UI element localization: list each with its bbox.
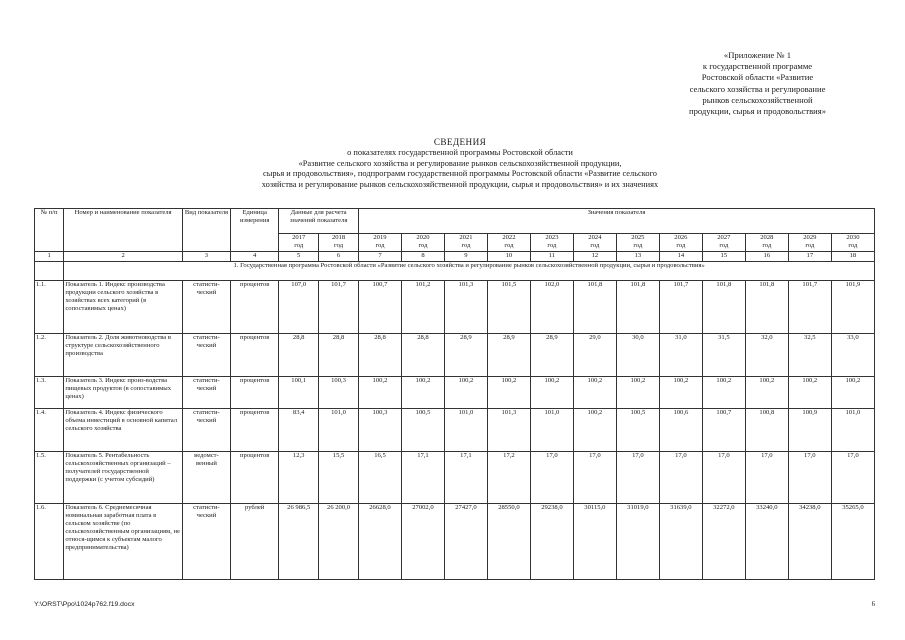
year-unit: год <box>461 242 471 250</box>
year-label: 2020 <box>416 234 430 241</box>
document-title <box>170 137 750 191</box>
value-cell: 17,2 <box>487 452 530 504</box>
year-label: 2028 <box>760 234 774 241</box>
indicator-name: Показатель 1. Индекс производства продукции сельского хозяйства в хозяйствах всех категорий (в сопоставимых ценах) <box>64 281 182 334</box>
value-cell: 17,0 <box>616 452 659 504</box>
value-cell: 17,0 <box>702 452 745 504</box>
value-cell: 31639,0 <box>659 504 702 580</box>
value-cell: 100,8 <box>745 409 788 452</box>
indicator-type: статисти-ческий <box>182 281 230 334</box>
value-cell: 100,2 <box>487 377 530 409</box>
value-cell: 101,7 <box>788 281 831 334</box>
file-path: Y:\ORST\Ppo\1024p762.f19.docx <box>34 601 135 608</box>
year-unit: год <box>334 242 344 250</box>
year-unit: год <box>504 242 514 250</box>
value-cell: 31,0 <box>659 334 702 377</box>
value-cell: 17,0 <box>659 452 702 504</box>
header-num: № п/п <box>35 209 64 252</box>
value-cell: 101,2 <box>401 281 444 334</box>
value-cell: 100,2 <box>573 377 616 409</box>
value-cell: 100,2 <box>745 377 788 409</box>
indicator-name: Показатель 4. Индекс физического объема инвестиций в основной капитал сельского хозяйства <box>64 409 182 452</box>
header-name: Номер и наименование показателя <box>64 209 182 252</box>
value-cell: 101,8 <box>745 281 788 334</box>
value-cell: 100,3 <box>358 409 401 452</box>
value-cell: 101,0 <box>444 409 487 452</box>
year-label: 2022 <box>502 234 516 241</box>
value-cell: 100,3 <box>319 377 359 409</box>
value-cell: 100,2 <box>702 377 745 409</box>
value-cell: 33240,0 <box>745 504 788 580</box>
value-cell: 17,0 <box>831 452 874 504</box>
value-cell: 100,1 <box>279 377 319 409</box>
indicator-unit: рублей <box>231 504 279 580</box>
column-number: 12 <box>573 252 616 262</box>
value-cell: 27427,0 <box>444 504 487 580</box>
year-cell <box>444 234 487 252</box>
indicator-unit: процентов <box>231 334 279 377</box>
section-empty-cell <box>35 262 64 281</box>
row-number: 1.5. <box>35 452 64 504</box>
row-number: 1.2. <box>35 334 64 377</box>
year-label: 2018 <box>331 234 346 241</box>
value-cell: 17,0 <box>573 452 616 504</box>
table-row <box>35 452 875 504</box>
indicator-type: статисти-ческий <box>182 377 230 409</box>
value-cell: 100,2 <box>788 377 831 409</box>
year-unit: год <box>805 242 815 250</box>
header-unit: Единица измерения <box>231 209 279 252</box>
value-cell: 30,0 <box>616 334 659 377</box>
column-number: 14 <box>659 252 702 262</box>
year-unit: год <box>294 242 304 250</box>
year-cell <box>616 234 659 252</box>
value-cell: 100,2 <box>401 377 444 409</box>
value-cell: 100,7 <box>702 409 745 452</box>
value-cell: 101,0 <box>319 409 359 452</box>
indicator-name: Показатель 2. Доля животноводства в структуре сельскохозяйственного производства <box>64 334 182 377</box>
year-cell <box>279 234 319 252</box>
appendix-block <box>630 50 885 117</box>
column-number: 16 <box>745 252 788 262</box>
value-cell: 101,5 <box>487 281 530 334</box>
value-cell: 100,2 <box>659 377 702 409</box>
year-cell <box>530 234 573 252</box>
column-number: 15 <box>702 252 745 262</box>
year-unit: год <box>762 242 772 250</box>
section-title: 1. Государственная программа Ростовской области «Развитие сельского хозяйства и регулирование рынков сельскохозяйственной продукции, сырья и продовольствия» <box>64 262 875 281</box>
year-label: 2025 <box>631 234 645 241</box>
value-cell: 101,3 <box>444 281 487 334</box>
value-cell: 100,5 <box>616 409 659 452</box>
indicator-name: Показатель 5. Рентабельность сельскохозяйственных организаций – получателей государственной поддержки (с учетом субсидий) <box>64 452 182 504</box>
column-number: 4 <box>231 252 279 262</box>
value-cell: 100,6 <box>659 409 702 452</box>
column-number: 6 <box>319 252 359 262</box>
indicator-type: ведомст-венный <box>182 452 230 504</box>
year-label: 2030 <box>846 234 860 241</box>
value-cell: 100,5 <box>401 409 444 452</box>
value-cell: 26 986,5 <box>279 504 319 580</box>
indicator-unit: процентов <box>231 452 279 504</box>
column-number: 13 <box>616 252 659 262</box>
value-cell: 32272,0 <box>702 504 745 580</box>
value-cell: 28,9 <box>530 334 573 377</box>
value-cell: 100,2 <box>616 377 659 409</box>
year-unit: год <box>590 242 600 250</box>
indicator-unit: процентов <box>231 409 279 452</box>
value-cell: 26 200,0 <box>319 504 359 580</box>
year-label: 2026 <box>674 234 688 241</box>
table-row <box>35 409 875 452</box>
value-cell: 102,0 <box>530 281 573 334</box>
value-cell: 17,0 <box>788 452 831 504</box>
table-row <box>35 281 875 334</box>
indicator-type: статисти-ческий <box>182 504 230 580</box>
value-cell: 15,5 <box>319 452 359 504</box>
header-row <box>35 209 875 234</box>
value-cell: 100,2 <box>444 377 487 409</box>
title-heading: СВЕДЕНИЯ <box>433 137 487 147</box>
year-cell <box>401 234 444 252</box>
year-cell <box>788 234 831 252</box>
header-type: Вид показателя <box>182 209 230 252</box>
value-cell: 12,3 <box>279 452 319 504</box>
year-cell <box>659 234 702 252</box>
page-number: 6 <box>871 601 875 608</box>
column-number: 10 <box>487 252 530 262</box>
value-cell: 101,0 <box>831 409 874 452</box>
value-cell: 100,7 <box>358 281 401 334</box>
appendix-line: «Приложение № 1 <box>723 50 792 60</box>
value-cell: 29238,0 <box>530 504 573 580</box>
year-unit: год <box>633 242 643 250</box>
value-cell: 100,9 <box>788 409 831 452</box>
column-number: 8 <box>401 252 444 262</box>
indicator-unit: процентов <box>231 377 279 409</box>
indicators-table <box>34 208 875 580</box>
column-number-row <box>35 252 875 262</box>
value-cell: 101,9 <box>831 281 874 334</box>
title-line: «Развитие сельского хозяйства и регулирование рынков сельскохозяйственной продукции, <box>298 158 622 168</box>
value-cell: 35265,0 <box>831 504 874 580</box>
indicator-type: статисти-ческий <box>182 334 230 377</box>
value-cell: 31019,0 <box>616 504 659 580</box>
appendix-line: сельского хозяйства и регулирование <box>689 83 826 94</box>
value-cell: 29,0 <box>573 334 616 377</box>
year-unit: год <box>676 242 686 250</box>
column-number: 7 <box>358 252 401 262</box>
value-cell: 101,8 <box>702 281 745 334</box>
indicator-name: Показатель 3. Индекс произ-водства пищевых продуктов (в сопоставимых ценах) <box>64 377 182 409</box>
value-cell: 100,2 <box>358 377 401 409</box>
indicator-unit: процентов <box>231 281 279 334</box>
column-number: 2 <box>64 252 182 262</box>
value-cell: 100,2 <box>831 377 874 409</box>
value-cell: 100,2 <box>530 377 573 409</box>
row-number: 1.1. <box>35 281 64 334</box>
table-row <box>35 377 875 409</box>
value-cell: 101,3 <box>487 409 530 452</box>
value-cell: 28,8 <box>279 334 319 377</box>
value-cell: 26628,0 <box>358 504 401 580</box>
year-cell <box>319 234 359 252</box>
value-cell: 16,5 <box>358 452 401 504</box>
value-cell: 32,0 <box>745 334 788 377</box>
year-cell <box>573 234 616 252</box>
value-cell: 101,8 <box>573 281 616 334</box>
value-cell: 28,9 <box>487 334 530 377</box>
year-cell <box>702 234 745 252</box>
column-number: 1 <box>35 252 64 262</box>
title-line: хозяйства и регулирование рынков сельскохозяйственной продукции, сырья и продовольствия» и их значениях <box>261 180 659 190</box>
value-cell: 31,5 <box>702 334 745 377</box>
year-label: 2019 <box>373 234 387 241</box>
value-cell: 17,1 <box>401 452 444 504</box>
header-calc: Данные для расчета значений показателя <box>279 209 359 234</box>
value-cell: 101,7 <box>319 281 359 334</box>
year-label: 2024 <box>588 234 602 241</box>
year-label: 2017 <box>292 234 306 241</box>
year-unit: год <box>418 242 428 250</box>
column-number: 17 <box>788 252 831 262</box>
year-unit: год <box>719 242 729 250</box>
appendix-line: к государственной программе <box>702 61 813 72</box>
column-number: 11 <box>530 252 573 262</box>
header-values: Значения показателя <box>358 209 874 234</box>
year-label: 2021 <box>459 234 473 241</box>
title-line: о показателях государственной программы Ростовской области <box>347 147 573 157</box>
value-cell: 101,7 <box>659 281 702 334</box>
row-number: 1.3. <box>35 377 64 409</box>
value-cell: 27002,0 <box>401 504 444 580</box>
row-number: 1.4. <box>35 409 64 452</box>
value-cell: 83,4 <box>279 409 319 452</box>
column-number: 18 <box>831 252 874 262</box>
indicator-name: Показатель 6. Среднемесячная номинальная заработная плата в сельском хозяйстве (по сельскохозяйственным организациям, не относя-щимся к субъектам малого предпринимательства) <box>64 504 182 580</box>
table-row <box>35 334 875 377</box>
title-line: сырья и продовольствия», подпрограмм государственной программы Ростовской области «Развитие сельского <box>262 169 657 179</box>
row-number: 1.6. <box>35 504 64 580</box>
value-cell: 101,8 <box>616 281 659 334</box>
section-row <box>35 262 875 281</box>
value-cell: 28,8 <box>358 334 401 377</box>
value-cell: 101,0 <box>530 409 573 452</box>
value-cell: 28,8 <box>401 334 444 377</box>
appendix-line: продукции, сырья и продовольствия» <box>688 106 827 117</box>
table-row <box>35 504 875 580</box>
year-unit: год <box>375 242 385 250</box>
value-cell: 17,1 <box>444 452 487 504</box>
value-cell: 28,9 <box>444 334 487 377</box>
year-label: 2023 <box>545 234 559 241</box>
year-cell <box>358 234 401 252</box>
value-cell: 30115,0 <box>573 504 616 580</box>
value-cell: 100,2 <box>573 409 616 452</box>
year-label: 2027 <box>717 234 731 241</box>
value-cell: 28,8 <box>319 334 359 377</box>
appendix-line: рынков сельскохозяйственной <box>702 94 813 105</box>
year-cell <box>745 234 788 252</box>
column-number: 5 <box>279 252 319 262</box>
column-number: 3 <box>182 252 230 262</box>
value-cell: 34238,0 <box>788 504 831 580</box>
column-number: 9 <box>444 252 487 262</box>
value-cell: 32,5 <box>788 334 831 377</box>
year-unit: год <box>848 242 858 250</box>
indicator-type: статисти-ческий <box>182 409 230 452</box>
value-cell: 28550,0 <box>487 504 530 580</box>
year-label: 2029 <box>803 234 817 241</box>
appendix-line: Ростовской области «Развитие <box>701 72 814 83</box>
year-cell <box>831 234 874 252</box>
year-unit: год <box>547 242 557 250</box>
value-cell: 17,0 <box>745 452 788 504</box>
value-cell: 107,0 <box>279 281 319 334</box>
value-cell: 17,0 <box>530 452 573 504</box>
value-cell: 33,0 <box>831 334 874 377</box>
year-cell <box>487 234 530 252</box>
